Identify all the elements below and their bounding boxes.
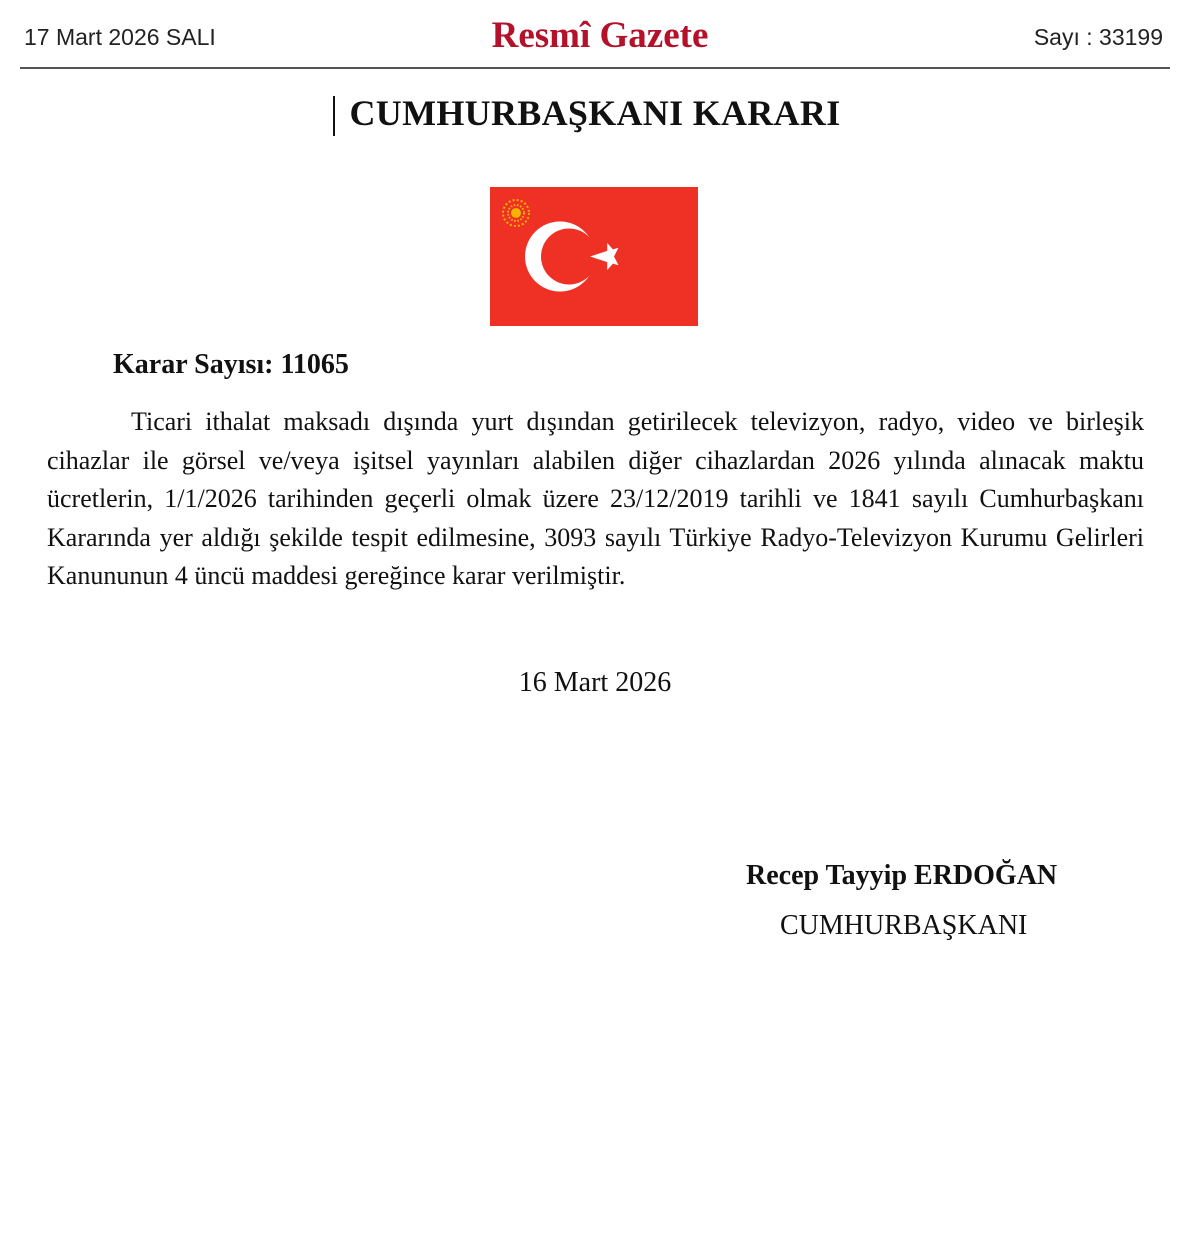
decision-body-text: Ticari ithalat maksadı dışında yurt dışından getirilecek televizyon, radyo, video ve birleşik cihazlar ile görsel ve/veya işitsel yayınları alabilen diğer cihazlardan 2026 yılında alınacak maktu ücretlerin, 1/1/2026 tarihinden geçerli olmak üzere 23/12/2019 tarihli ve 1841 sayılı Cumhurbaşkanı Kararında yer aldığı şekilde tespit edilmesine, 3093 sayılı Türkiye Radyo-Televizyon Kurumu Gelirleri Kanununun 4 üncü maddesi gereğince karar verilmiştir. bbox=[47, 407, 1144, 591]
gazette-title: Resmî Gazete bbox=[491, 15, 709, 56]
decision-date: 16 Mart 2026 bbox=[518, 667, 672, 698]
gazette-date: 17 Mart 2026 SALI bbox=[24, 24, 216, 50]
signatory-title: CUMHURBAŞKANI bbox=[780, 910, 1028, 941]
turkish-flag-icon bbox=[490, 187, 698, 326]
signatory-name: Recep Tayyip ERDOĞAN bbox=[746, 860, 1058, 891]
gazette-issue-number: Sayı : 33199 bbox=[1033, 24, 1163, 50]
header-divider bbox=[20, 67, 1170, 69]
decision-number: Karar Sayısı: 11065 bbox=[113, 349, 349, 380]
document-heading: CUMHURBAŞKANI KARARI bbox=[349, 93, 841, 133]
text-cursor bbox=[333, 96, 335, 136]
